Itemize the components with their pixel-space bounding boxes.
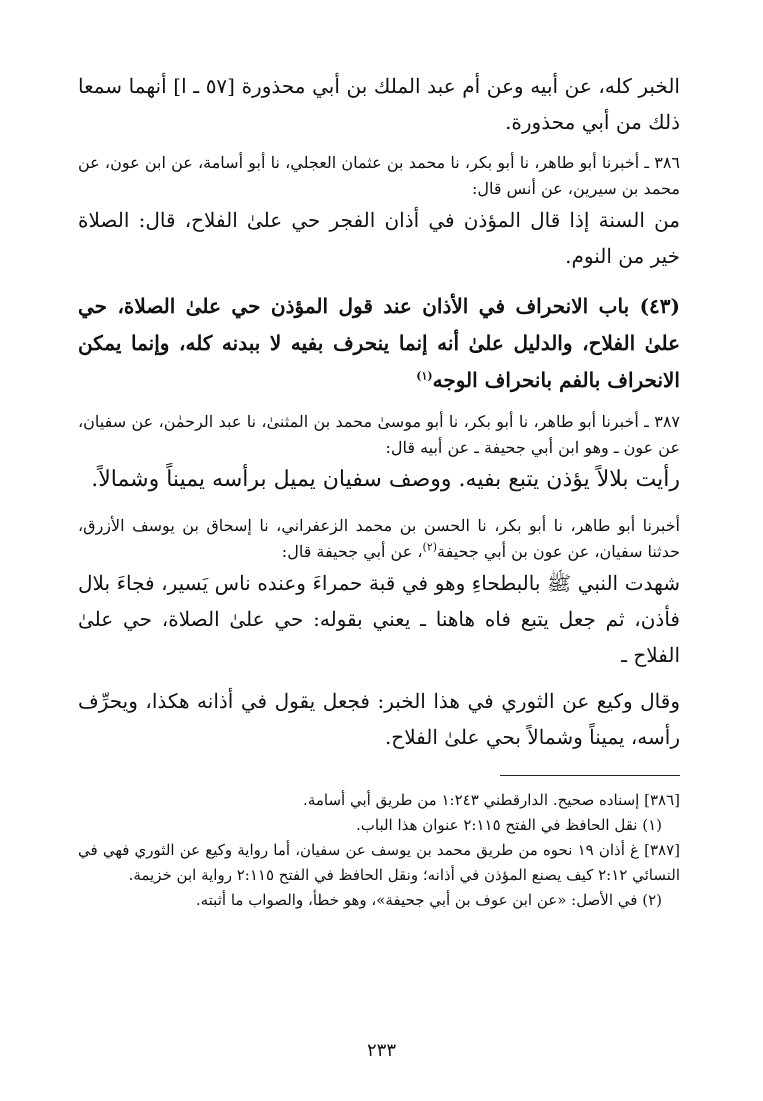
isnad-footnote-marker: (٢) <box>422 540 438 554</box>
chapter-title: (٤٣) باب الانحراف في الأذان عند قول المؤذن حي علىٰ الصلاة، حي علىٰ الفلاح، والدليل علىٰ أنه إنما ينحرف بفيه لا ببدنه كله، وإنما يمكن الانحراف بالفم بانحراف الوجه <box>78 294 680 392</box>
hadith-387b-isnad-b: ، عن أبي جحيفة قال: <box>281 542 423 561</box>
hadith-387-isnad: ٣٨٧ ـ أخبرنا أبو طاهر، نا أبو بكر، نا أبو موسىٰ محمد بن المثنىٰ، نا عبد الرحمٰن، عن سفيان، عن عون ـ وهو ابن أبي جحيفة ـ عن أبيه قال: <box>78 412 680 457</box>
chapter-heading <box>78 288 680 399</box>
hadith-387b-isnad <box>78 513 680 565</box>
footnote-387: [٣٨٧] غ أذان ١٩ نحوه من طريق محمد بن يوسف عن سفيان، أما رواية وكيع عن الثوري فهي في النسائي ٢:١٢ كيف يصنع المؤذن في أذانه؛ ونقل الحافظ في الفتح ٢:١١٥ رواية ابن خزيمة. <box>78 841 680 884</box>
hadith-386-isnad: ٣٨٦ ـ أخبرنا أبو طاهر، نا أبو بكر، نا محمد بن عثمان العجلي، نا أبو أسامة، عن ابن عون، عن محمد بن سيرين، عن أنس قال: <box>78 153 680 198</box>
footnote-386: [٣٨٦] إسناده صحيح. الدارقطني ١:٢٤٣ من طريق أبي أسامة. <box>303 791 680 809</box>
footnote-1: (١) نقل الحافظ في الفتح ٢:١١٥ عنوان هذا الباب. <box>355 816 662 834</box>
page-body <box>78 68 680 913</box>
footnote-divider <box>500 775 680 776</box>
hadith-386-matn: من السنة إذا قال المؤذن في أذان الفجر حي علىٰ الفلاح، قال: الصلاة خير من النوم. <box>78 208 680 268</box>
hadith-387b-matn: شهدت النبي ﷺ بالبطحاءِ وهو في قبة حمراءَ وعنده ناس يَسير، فجاءَ بلال فأذن، ثم جعل يتبع فاه هاهنا ـ يعني بقوله: حي علىٰ الصلاة، حي علىٰ الفلاح ـ <box>78 571 680 667</box>
continuation-paragraph <box>78 68 680 140</box>
hadith-387-matn: رأيت بلالاً يؤذن يتبع بفيه. ووصف سفيان يميل برأسه يميناً وشمالاً. <box>91 467 680 492</box>
continuation-line-2: ذلك من أبي محذورة. <box>505 110 680 134</box>
hadith-387b-isnad-a: أخبرنا أبو طاهر، نا أبو بكر، نا الحسن بن محمد الزعفراني، نا إسحاق بن يوسف الأزرق، حدثنا سفيان، عن عون بن أبي جحيفة <box>78 516 680 561</box>
footnote-2: (٢) في الأصل: «عن ابن عوف بن أبي جحيفة»، وهو خطأ، والصواب ما أثبته. <box>195 891 662 909</box>
continuation-line-1: الخبر كله، عن أبيه وعن أم عبد الملك بن أبي محذورة [٥٧ ـ ا] أنهما سمعا <box>78 74 680 98</box>
chapter-footnote-marker: (١) <box>416 369 433 383</box>
page-number: ٢٣٣ <box>366 1040 396 1061</box>
waki-report: وقال وكيع عن الثوري في هذا الخبر: فجعل يقول في أذانه هكذا، ويحرِّف رأسه، يميناً وشمالاً بحي علىٰ الفلاح. <box>78 689 680 749</box>
